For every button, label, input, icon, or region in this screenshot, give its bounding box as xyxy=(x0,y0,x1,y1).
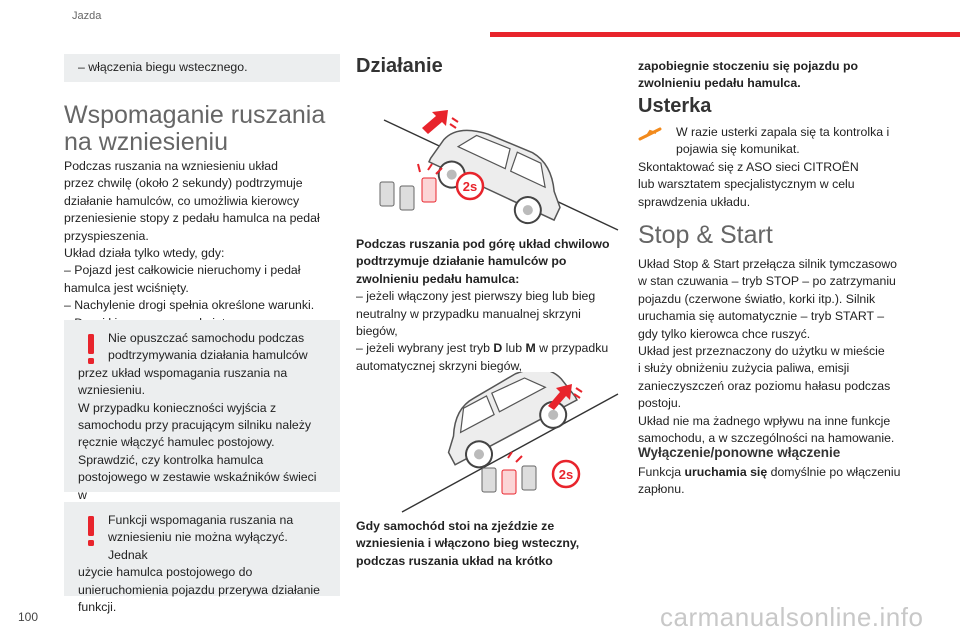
stop-start-heading: Stop & Start xyxy=(638,221,773,249)
warning1-line: podtrzymywania działania hamulców xyxy=(108,348,308,363)
cond2-m: M xyxy=(525,341,536,356)
ss-line: gdy tylko kierowca chce ruszyć. xyxy=(638,326,811,341)
warning2-line: użycie hamulca postojowego do xyxy=(78,565,253,580)
caption2-line: podczas ruszania układ na krótko xyxy=(356,553,553,568)
warning2-line: wzniesieniu nie można wyłączyć. Jednak xyxy=(108,530,288,562)
condition-line: biegów, xyxy=(356,324,398,339)
intro-line: przeniesienie stopy z pedału hamulca na pedał xyxy=(64,211,320,226)
condition-line: – jeżeli włączony jest pierwszy bieg lub bieg xyxy=(356,289,596,304)
ss-line: i służy obniżeniu zużycia paliwa, emisji xyxy=(638,361,850,376)
timer-label: 2s xyxy=(462,179,478,194)
ss-line: uruchamia się automatycznie – tryb START – xyxy=(638,309,885,324)
downhill-reverse-illustration xyxy=(372,372,620,514)
func-line: zapłonu. xyxy=(638,482,685,497)
caption2-continued xyxy=(638,58,900,93)
page-number: 100 xyxy=(18,610,39,624)
fault-line: W razie usterki zapala się ta kontrolka i xyxy=(676,125,890,139)
fault-line: Skontaktować się z ASO sieci CITROËN xyxy=(638,159,859,174)
intro-line: Podczas ruszania na wzniesieniu układ xyxy=(64,159,278,173)
downhill-caption xyxy=(356,518,618,570)
timer-label: 2s xyxy=(558,467,574,482)
condition-line xyxy=(356,340,618,357)
intro-line: przyspieszenia. xyxy=(64,228,149,243)
caption1-line: podtrzymuje działanie hamulców po xyxy=(356,254,567,269)
warning-exclamation-icon xyxy=(84,334,98,364)
caption2-line: wzniesienia i włączono bieg wsteczny, xyxy=(356,536,580,551)
warning-box-1 xyxy=(64,320,340,502)
section-label: Jazda xyxy=(72,10,102,22)
ss-line: samochodu, a w szczególności na hamowanie. xyxy=(638,431,895,446)
hill-start-intro xyxy=(64,158,340,332)
warning1-line: postojowego w zestawie wskaźników świeci w xyxy=(78,470,317,502)
ss-line: Układ Stop & Start przełącza silnik tymczasowo xyxy=(638,257,898,271)
motion-arrow-icon xyxy=(422,110,458,134)
fault-heading: Usterka xyxy=(638,95,712,117)
cond2-post: w przypadku xyxy=(535,341,609,356)
caption2-line: Gdy samochód stoi na zjeździe ze xyxy=(356,519,555,533)
condition-line: neutralny w przypadku manualnej skrzyni xyxy=(356,306,581,321)
hill-start-heading-line1: Wspomaganie ruszania xyxy=(64,101,326,129)
condition-line: automatycznej skrzyni biegów, xyxy=(356,358,523,373)
fault-line: sprawdzenia układu. xyxy=(638,194,751,209)
uphill-start-illustration xyxy=(372,98,620,234)
warning2-line: Funkcji wspomagania ruszania na xyxy=(108,513,294,527)
warning1-line: samochodu przy pracującym silniku należy xyxy=(78,418,312,433)
warning-exclamation-icon xyxy=(84,516,98,546)
ss-line: Układ jest przeznaczony do użytku w mieście xyxy=(638,344,885,359)
warning1-line: W przypadku konieczności wyjścia z xyxy=(78,400,277,415)
intro-line: przez chwilę (około 2 sekundy) podtrzymuje xyxy=(64,176,303,191)
cont-line: zapobiegnie stoczeniu się pojazdu po xyxy=(638,59,858,73)
warning2-line: unieruchomienia pojazdu przerywa działanie xyxy=(78,582,320,597)
ss-line: zanieczyszczeń oraz poziomu hałasu podczas xyxy=(638,378,891,393)
func-post: domyślnie po włączeniu xyxy=(767,465,901,479)
intro-line: hamulca jest wciśnięty. xyxy=(64,280,189,295)
fault-line: lub warsztatem specjalistycznym w celu xyxy=(638,177,855,192)
operation-heading: Działanie xyxy=(356,55,443,77)
warning1-line: przez układ wspomagania ruszania na xyxy=(78,365,288,380)
warning1-line: wzniesieniu. xyxy=(78,383,145,398)
pedals-icon xyxy=(380,164,442,210)
on-off-heading: Wyłączenie/ponowne włączenie xyxy=(638,445,841,460)
caption1-line: zwolnieniu pedału hamulca: xyxy=(356,271,520,286)
fault-text xyxy=(638,124,900,211)
header-accent-bar xyxy=(490,32,960,37)
func-pre: Funkcja xyxy=(638,465,685,479)
func-bold: uruchamia się xyxy=(684,465,768,479)
reverse-gear-text: – włączenia biegu wstecznego. xyxy=(78,60,248,74)
ss-line: pojazdu (czerwone światło, korki itp.). Silnik xyxy=(638,291,876,306)
warning-box-2 xyxy=(64,502,340,615)
func-line xyxy=(638,464,908,481)
cond2-mid: lub xyxy=(502,341,526,356)
intro-line: – Pojazd jest całkowicie nieruchomy i pedał xyxy=(64,263,301,278)
cond2-d: D xyxy=(493,341,503,356)
warning2-line: funkcji. xyxy=(78,600,117,615)
caption1-line: Podczas ruszania pod górę układ chwilowo xyxy=(356,237,610,251)
watermark: carmanualsonline.info xyxy=(660,602,924,632)
cont-line: zwolnieniu pedału hamulca. xyxy=(638,76,801,91)
on-off-text xyxy=(638,464,908,499)
uphill-car-icon xyxy=(423,115,576,234)
intro-line: Układ działa tylko wtedy, gdy: xyxy=(64,246,225,261)
cond2-pre: – jeżeli wybrany jest tryb xyxy=(356,341,494,356)
warning1-line: Nie opuszczać samochodu podczas xyxy=(108,331,305,345)
fault-line: pojawia się komunikat. xyxy=(676,142,800,157)
hill-assist-warning-icon xyxy=(638,127,662,141)
uphill-caption xyxy=(356,236,618,375)
hill-start-heading xyxy=(64,102,340,156)
ss-line: Układ nie ma żadnego wpływu na inne funkcje xyxy=(638,413,891,428)
hill-start-heading-line2: na wzniesieniu xyxy=(64,128,228,156)
ss-line: w stan czuwania – tryb STOP – po zatrzymaniu xyxy=(638,274,896,289)
reverse-gear-box xyxy=(64,54,340,82)
intro-line: działanie hamulców, co umożliwia kierowcy xyxy=(64,193,300,208)
intro-line: – Nachylenie drogi spełnia określone warunki. xyxy=(64,298,315,313)
ss-line: postoju. xyxy=(638,396,682,411)
stop-start-text xyxy=(638,256,908,447)
warning1-line: Sprawdzić, czy kontrolka hamulca xyxy=(78,452,264,467)
warning1-line: ręcznie włączyć hamulec postojowy. xyxy=(78,435,275,450)
